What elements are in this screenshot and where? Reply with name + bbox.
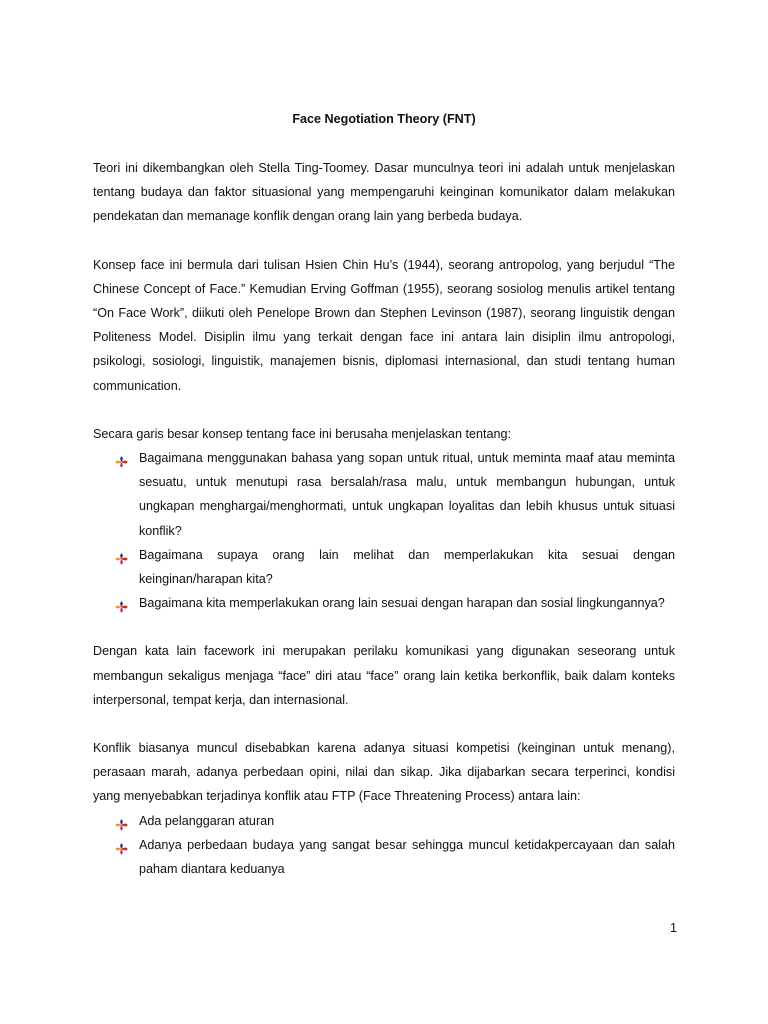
list-item — [93, 591, 675, 615]
four-arrows-glyph — [115, 456, 128, 468]
list-item-text: Adanya perbedaan budaya yang sangat besar sehingga muncul ketidakpercayaan dan salah paham diantara keduanya — [139, 837, 675, 877]
arrow-right-part — [122, 605, 128, 609]
arrow-right-part — [122, 460, 128, 464]
arrow-down-part — [120, 463, 124, 469]
paragraph-list-intro: Secara garis besar konsep tentang face ini berusaha menjelaskan tentang: — [93, 426, 511, 441]
paragraph-intro: Teori ini dikembangkan oleh Stella Ting-Toomey. Dasar munculnya teori ini adalah untuk menjelaskan tentang budaya dan faktor situasional yang mempengaruhi keinginan komunikator dalam melakukan pendekatan dan memanage konflik dengan orang lain yang berbeda budaya. — [93, 161, 675, 224]
arrow-left-part — [115, 823, 121, 827]
arrow-down-part — [120, 608, 124, 614]
list-item — [93, 809, 675, 833]
paragraph-facework: Dengan kata lain facework ini merupakan perilaku komunikasi yang digunakan seseorang untuk membangun sekaligus menjaga “face” diri atau “face” orang lain ketika berkonflik, baik dalam konteks interpersonal, tempat kerja, dan internasional. — [93, 644, 675, 707]
four-arrows-bullet-icon — [115, 549, 128, 561]
arrow-right-part — [122, 847, 128, 851]
page-number: 1 — [669, 921, 677, 935]
document-body — [93, 109, 675, 905]
four-arrows-glyph — [115, 553, 128, 565]
four-arrows-bullet-icon — [115, 452, 128, 464]
paragraph-origin: Konsep face ini bermula dari tulisan Hsien Chin Hu’s (1944), seorang antropolog, yang berjudul “The Chinese Concept of Face.” Kemudian Erving Goffman (1955), seorang sosiolog menulis artikel tentang “On Face Work”, diikuti oleh Penelope Brown dan Stephen Levinson (1987), seorang linguistik dengan Politeness Model. Disiplin ilmu yang terkait dengan face ini antara lain disiplin ilmu antropologi, psikologi, sosiologi, linguistik, manajemen bisnis, diplomasi internasional, dan studi tentang human communication. — [93, 257, 675, 393]
list-item — [93, 543, 675, 591]
list-item — [93, 833, 675, 881]
arrow-down-part — [120, 559, 124, 565]
arrow-left-part — [115, 605, 121, 609]
arrow-down-part — [120, 825, 124, 831]
arrow-up-part — [120, 553, 124, 559]
arrow-up-part — [120, 601, 124, 607]
paragraph-conflict: Konflik biasanya muncul disebabkan karena adanya situasi kompetisi (keinginan untuk menang), perasaan marah, adanya perbedaan opini, nilai dan sikap. Jika dijabarkan secara terperinci, kondisi yang menyebabkan terjadinya konflik atau FTP (Face Threatening Process) antara lain: — [93, 741, 675, 804]
list-item-text: Bagaimana supaya orang lain melihat dan memperlakukan kita sesuai dengan keinginan/harapan kita? — [139, 547, 675, 587]
four-arrows-glyph — [115, 601, 128, 613]
list-item — [93, 446, 675, 543]
arrow-left-part — [115, 557, 121, 561]
four-arrows-glyph — [115, 819, 128, 831]
arrow-left-part — [115, 847, 121, 851]
arrow-up-part — [120, 456, 124, 462]
bullet-list-face-concepts — [93, 446, 675, 615]
list-item-text: Bagaimana menggunakan bahasa yang sopan untuk ritual, untuk meminta maaf atau meminta sesuatu, untuk menutupi rasa bersalah/rasa malu, untuk membangun hubungan, untuk ungkapan menghargai/menghormati, untuk ungkapan loyalitas dan lebih khusus untuk situasi konflik? — [139, 451, 675, 538]
list-item-text: Ada pelanggaran aturan — [139, 813, 275, 828]
document-title: Face Negotiation Theory (FNT) — [292, 112, 476, 126]
arrow-down-part — [120, 849, 124, 855]
arrow-right-part — [122, 823, 128, 827]
four-arrows-bullet-icon — [115, 839, 128, 851]
four-arrows-glyph — [115, 843, 128, 855]
arrow-up-part — [120, 819, 124, 825]
four-arrows-bullet-icon — [115, 815, 128, 827]
arrow-right-part — [122, 557, 128, 561]
four-arrows-bullet-icon — [115, 597, 128, 609]
bullet-list-conflict-causes — [93, 809, 675, 882]
list-item-text: Bagaimana kita memperlakukan orang lain sesuai dengan harapan dan sosial lingkungannya? — [139, 596, 665, 611]
arrow-up-part — [120, 843, 124, 849]
arrow-left-part — [115, 460, 121, 464]
